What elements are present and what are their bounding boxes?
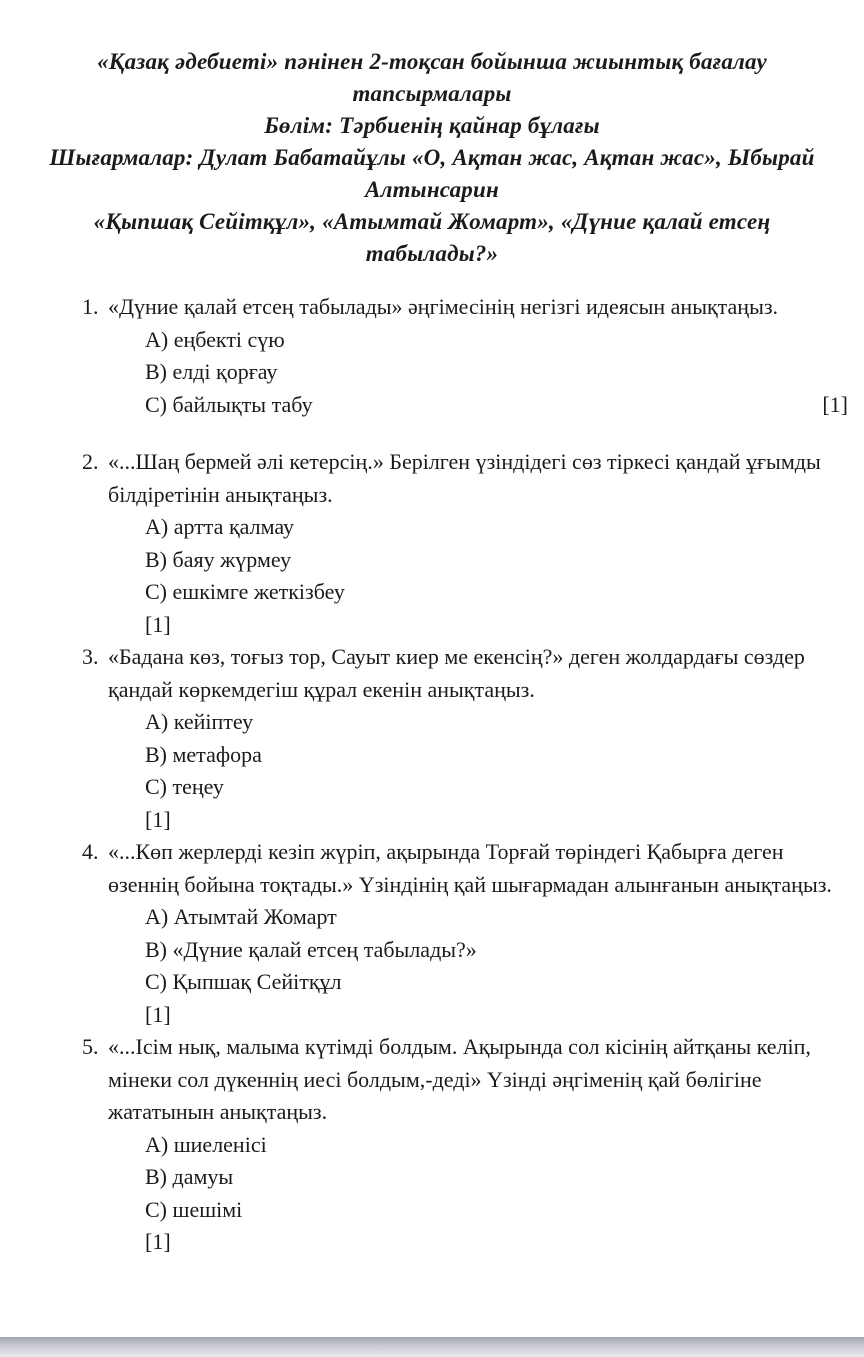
- question-3-mark: [1]: [145, 806, 171, 832]
- title-line-6: «Қыпшақ Сейітқұл», «Атымтай Жомарт», «Дүние қалай етсең: [93, 209, 771, 234]
- question-4-text: «...Көп жерлерді кезіп жүріп, ақырында Торғай төріндегі Қабырға деген өзеннің бойына тоқтады.» Үзіндінің қай шығармадан алынғанын анықтаңыз.: [108, 839, 832, 897]
- question-4-option-b: В) «Дүние қалай етсең табылады?»: [145, 936, 477, 962]
- question-5-content: [108, 1031, 848, 1259]
- question-3-option-a: А) кейіптеу: [145, 709, 254, 734]
- question-5-option-b: В) дамуы: [145, 1164, 234, 1189]
- page-bottom-shadow: [0, 1337, 864, 1357]
- title-line-3: Бөлім: Тәрбиенің қайнар бұлағы: [264, 113, 600, 138]
- question-3-options: [145, 706, 848, 836]
- question-5-mark: [1]: [145, 1229, 171, 1254]
- question-4-number: 4.: [82, 839, 99, 864]
- question-3-text: «Бадана көз, тоғыз тор, Сауыт киер ме екенсің?» деген жолдардағы сөздер қандай көркемдегіш құрал екенін анықтаңыз.: [108, 644, 805, 702]
- question-5-number: 5.: [82, 1034, 99, 1059]
- title-line-2: тапсырмалары: [352, 81, 512, 106]
- question-3-number: 3.: [82, 644, 99, 669]
- question-3: [82, 641, 848, 836]
- question-1-option-a: А) еңбекті сүю: [145, 326, 285, 352]
- question-2-option-b: В) баяу жүрмеу: [145, 546, 292, 572]
- question-1-option-c: С) байлықты табу: [145, 391, 313, 417]
- question-1-number: 1.: [82, 294, 99, 319]
- question-2-option-c: С) ешкімге жеткізбеу: [145, 579, 345, 604]
- question-3-option-c: С) теңеу: [145, 774, 224, 799]
- question-2-text: «...Шаң бермей әлі кетерсің.» Берілген үзіндідегі сөз тіркесі қандай ұғымды білдіретінін анықтаңыз.: [108, 449, 821, 507]
- title-line-7: табылады?»: [365, 241, 499, 266]
- question-4-options: [145, 901, 848, 1031]
- question-5-text: «...Ісім нық, малыма күтімді болдым. Ақырында сол кісінің айтқаны келіп, мінеки сол дүкеннің иесі болдым,-деді» Үзінді әңгіменің қай бөлігіне жататынын анықтаңыз.: [108, 1034, 811, 1124]
- question-2-option-a: А) артта қалмау: [145, 514, 294, 539]
- questions-list: [82, 291, 848, 1259]
- document-title: [0, 46, 864, 270]
- question-1-mark: [1]: [822, 391, 848, 417]
- question-2-number: 2.: [82, 449, 99, 474]
- title-line-1: «Қазақ әдебиеті» пәнінен 2-тоқсан бойынша жиынтық бағалау: [97, 49, 767, 74]
- question-4-option-c: С) Қыпшақ Сейітқұл: [145, 969, 342, 994]
- title-line-5: Алтынсарин: [365, 177, 499, 202]
- question-1-option-c-row: [145, 389, 848, 422]
- question-1-content: [108, 291, 848, 421]
- question-1-option-b: В) елді қорғау: [145, 359, 278, 384]
- title-line-4: Шығармалар: Дулат Бабатайұлы «О, Ақтан жас, Ақтан жас», Ыбырай: [49, 145, 815, 170]
- question-5: [82, 1031, 848, 1259]
- question-2: [82, 446, 848, 641]
- question-4-mark: [1]: [145, 1001, 171, 1027]
- question-1: [82, 291, 848, 421]
- question-3-option-b: В) метафора: [145, 741, 262, 767]
- question-2-options: [145, 511, 848, 641]
- question-5-option-a: А) шиеленісі: [145, 1131, 267, 1157]
- question-2-content: [108, 446, 848, 641]
- question-1-text: «Дүние қалай етсең табылады» әңгімесінің негізгі идеясын анықтаңыз.: [108, 294, 779, 319]
- question-3-content: [108, 641, 848, 836]
- question-2-mark: [1]: [145, 611, 171, 637]
- question-5-options: [145, 1129, 848, 1259]
- question-1-options: [145, 324, 848, 422]
- question-5-option-c: С) шешімі: [145, 1196, 243, 1222]
- question-4-option-a: А) Атымтай Жомарт: [145, 904, 337, 929]
- question-4-content: [108, 836, 848, 1031]
- question-4: [82, 836, 848, 1031]
